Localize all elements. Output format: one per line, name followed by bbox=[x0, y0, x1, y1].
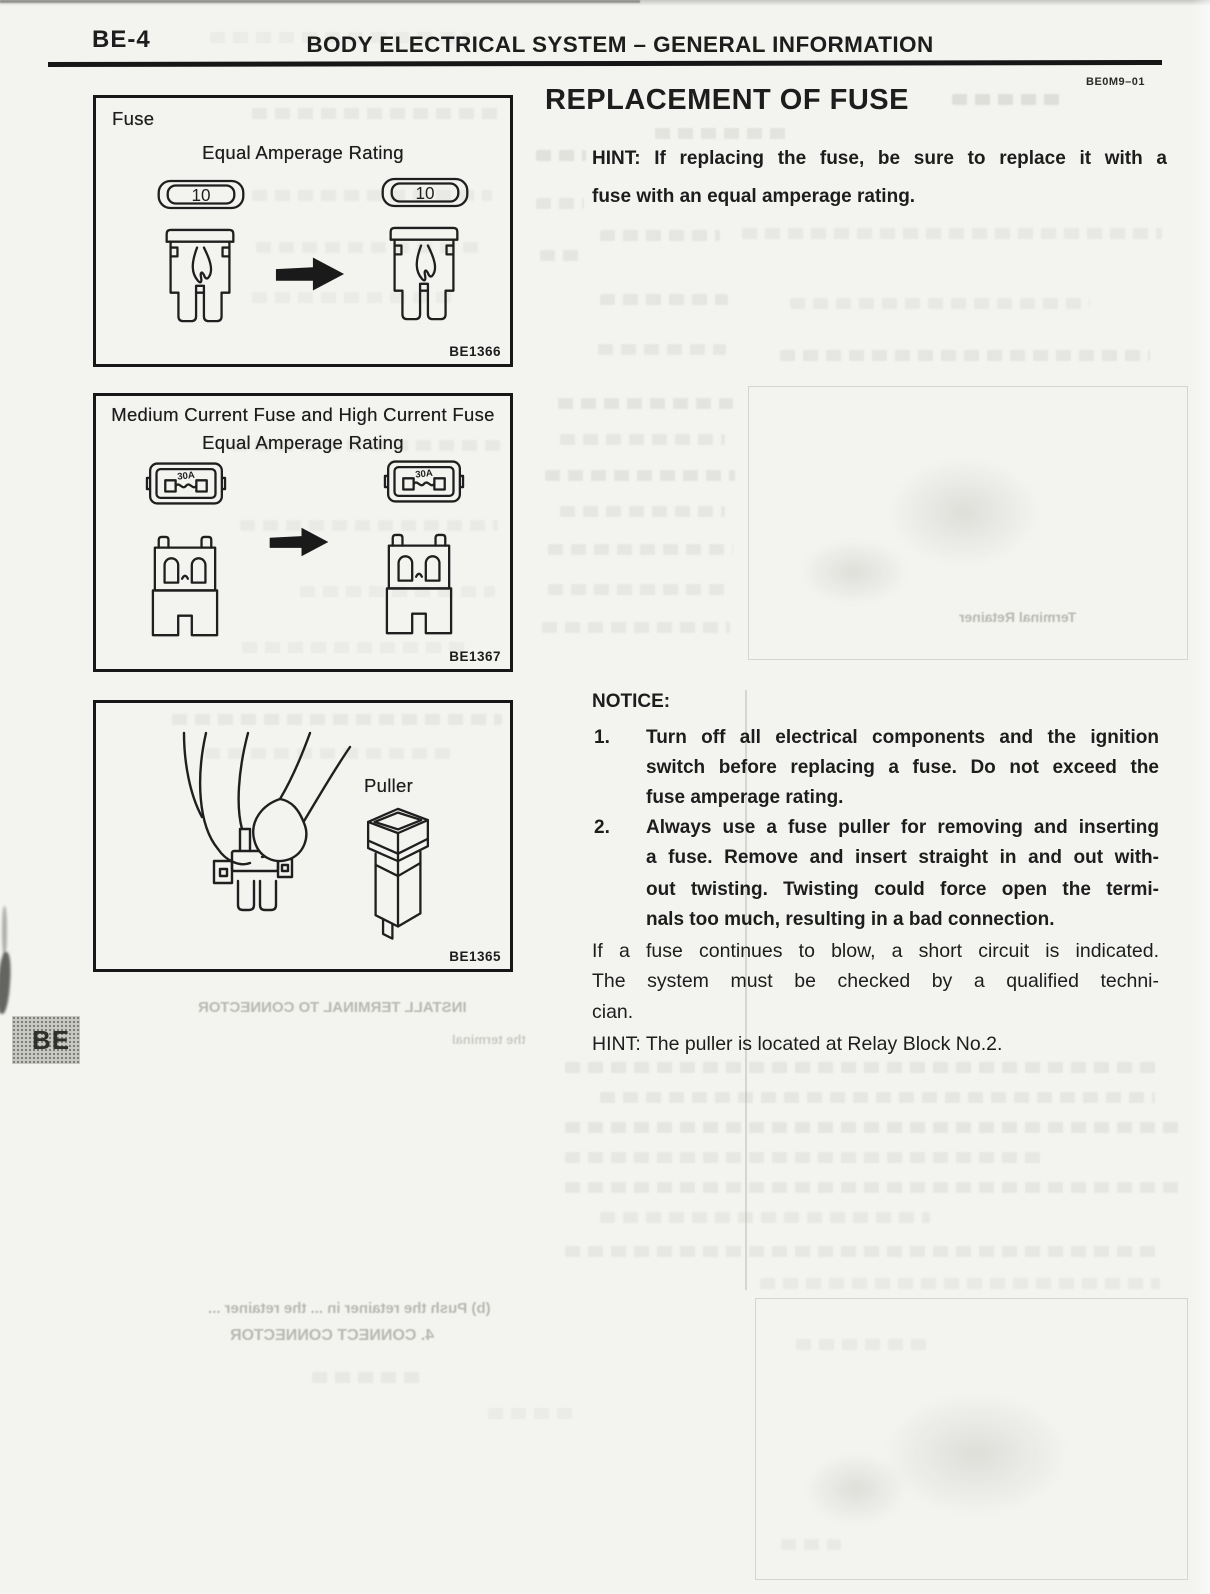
bleedthrough-smudge bbox=[558, 398, 733, 409]
fuse-rating-label: 10 bbox=[415, 183, 435, 203]
fuse-rating-label: 30A bbox=[414, 467, 434, 481]
body-paragraph-line: If a fuse continues to blow, a short circuit is indicated. bbox=[592, 940, 1159, 962]
figure-fuse-caption: Equal Amperage Rating bbox=[202, 142, 404, 163]
blade-fuse-top-view-drawing bbox=[380, 176, 470, 209]
bleedthrough-smudge bbox=[312, 1372, 424, 1383]
figure-fuse-box bbox=[93, 95, 513, 367]
arrow-right-icon bbox=[274, 254, 346, 294]
bleedthrough-smudge bbox=[560, 506, 725, 517]
figure-fuse-label: Fuse bbox=[112, 108, 155, 129]
bleedthrough-smudge bbox=[488, 1408, 573, 1419]
body-paragraph-line: The system must be checked by a qualified techni- bbox=[592, 970, 1159, 992]
notice-item-number: 2. bbox=[594, 817, 610, 838]
bleedthrough-smudge bbox=[790, 298, 1090, 309]
bleedthrough-smudge bbox=[548, 544, 733, 555]
bleedthrough-smudge bbox=[565, 1182, 1185, 1193]
bleedthrough-smudge bbox=[600, 1212, 930, 1223]
bleedthrough-smudge bbox=[600, 230, 720, 241]
notice-item-line: switch before replacing a fuse. Do not exceed the bbox=[646, 757, 1159, 778]
bleedthrough-sketch bbox=[779, 527, 929, 617]
hint-top-line: fuse with an equal amperage rating. bbox=[592, 186, 916, 207]
bleedthrough-text: INSTALL TERMINAL TO CONNECTOR bbox=[198, 999, 467, 1016]
page-number: BE-4 bbox=[92, 26, 151, 53]
bleedthrough-smudge bbox=[565, 1152, 1045, 1163]
doc-code: BE0M9–01 bbox=[1086, 76, 1146, 88]
hint-top-line: HINT: If replacing the fuse, be sure to replace it with a bbox=[592, 148, 1167, 169]
hint-bottom-line: HINT: The puller is located at Relay Block No.2. bbox=[592, 1033, 1003, 1055]
section-side-tab-label: BE bbox=[31, 1024, 71, 1055]
bleedthrough-figure-box bbox=[748, 386, 1188, 660]
bleedthrough-smudge bbox=[742, 228, 1162, 239]
bleedthrough-smudge bbox=[655, 128, 790, 139]
figure-medium-high-title: Medium Current Fuse and High Current Fuse bbox=[111, 404, 495, 425]
bleedthrough-smudge bbox=[560, 434, 725, 445]
section-title: REPLACEMENT OF FUSE bbox=[545, 84, 909, 116]
bleedthrough-smudge bbox=[760, 1278, 1160, 1289]
figure-code: BE1367 bbox=[449, 649, 501, 664]
fuse-rating-label: 10 bbox=[191, 185, 211, 205]
notice-item-line: fuse amperage rating. bbox=[646, 787, 844, 808]
section-side-tab bbox=[12, 1016, 80, 1064]
figure-medium-high-fuse-box bbox=[93, 393, 513, 672]
body-paragraph-line: cian. bbox=[592, 1001, 634, 1023]
figure-code: BE1365 bbox=[449, 949, 501, 964]
bleedthrough-smudge bbox=[600, 294, 728, 305]
bleedthrough-smudge bbox=[781, 1539, 841, 1550]
bleedthrough-smudge bbox=[542, 622, 730, 633]
bleedthrough-figure-box bbox=[755, 1298, 1188, 1580]
bleedthrough-text: (b) Push the retainer in ... the retainer ... bbox=[208, 1300, 491, 1317]
bleedthrough-smudge bbox=[545, 470, 735, 481]
bleedthrough-text: the terminal bbox=[452, 1032, 526, 1047]
bleedthrough-smudge bbox=[565, 1062, 1160, 1073]
figure-medium-high-caption: Equal Amperage Rating bbox=[202, 432, 404, 453]
notice-item-line: nals too much, resulting in a bad connection. bbox=[646, 909, 1055, 930]
blade-fuse-side-view-drawing bbox=[382, 224, 466, 324]
header-title: BODY ELECTRICAL SYSTEM – GENERAL INFORMATION bbox=[306, 32, 934, 57]
cartridge-fuse-front-view-drawing bbox=[384, 532, 454, 639]
bleedthrough-smudge bbox=[565, 1246, 1160, 1257]
blade-fuse-top-view-drawing bbox=[156, 178, 246, 211]
bleedthrough-smudge bbox=[540, 250, 585, 261]
figure-code: BE1366 bbox=[449, 344, 501, 359]
bleedthrough-smudge bbox=[600, 1092, 1155, 1103]
arrow-right-icon bbox=[268, 524, 330, 560]
bleedthrough-smudge bbox=[952, 94, 1067, 105]
bleedthrough-text: 4. CONNECT CONNECTOR bbox=[230, 1327, 435, 1344]
notice-item-line: a fuse. Remove and insert straight in and out with- bbox=[646, 847, 1159, 868]
bleedthrough-smudge bbox=[598, 344, 726, 355]
hand-removing-fuse-drawing bbox=[144, 733, 384, 953]
scan-edge-line bbox=[0, 0, 640, 3]
notice-item-line: Always use a fuse puller for removing and inserting bbox=[646, 817, 1159, 838]
bleedthrough-smudge bbox=[548, 584, 726, 595]
figure-puller-box bbox=[93, 700, 513, 972]
bleedthrough-smudge bbox=[780, 350, 1150, 361]
bleedthrough-text: Terminal Retainer bbox=[959, 609, 1077, 625]
blade-fuse-side-view-drawing bbox=[158, 226, 242, 326]
scan-artifact-mark bbox=[2, 906, 7, 956]
scan-edge-right bbox=[1192, 0, 1210, 1594]
cartridge-fuse-top-view-drawing bbox=[384, 456, 464, 507]
bleedthrough-sketch bbox=[786, 1439, 926, 1539]
notice-item-line: out twisting. Twisting could force open the termi- bbox=[646, 879, 1159, 900]
fuse-rating-label: 30A bbox=[176, 469, 196, 483]
notice-item-number: 1. bbox=[594, 727, 610, 748]
bleedthrough-smudge bbox=[796, 1339, 926, 1350]
notice-label: NOTICE: bbox=[592, 691, 671, 712]
figure-puller-label: Puller bbox=[364, 775, 414, 796]
cartridge-fuse-top-view-drawing bbox=[146, 458, 226, 509]
bleedthrough-smudge bbox=[536, 150, 586, 161]
notice-item-line: Turn off all electrical components and the ignition bbox=[646, 727, 1159, 748]
cartridge-fuse-front-view-drawing bbox=[150, 534, 220, 641]
bleedthrough-smudge bbox=[565, 1122, 1185, 1133]
bleedthrough-smudge bbox=[536, 198, 584, 209]
fuse-puller-drawing bbox=[354, 807, 442, 947]
